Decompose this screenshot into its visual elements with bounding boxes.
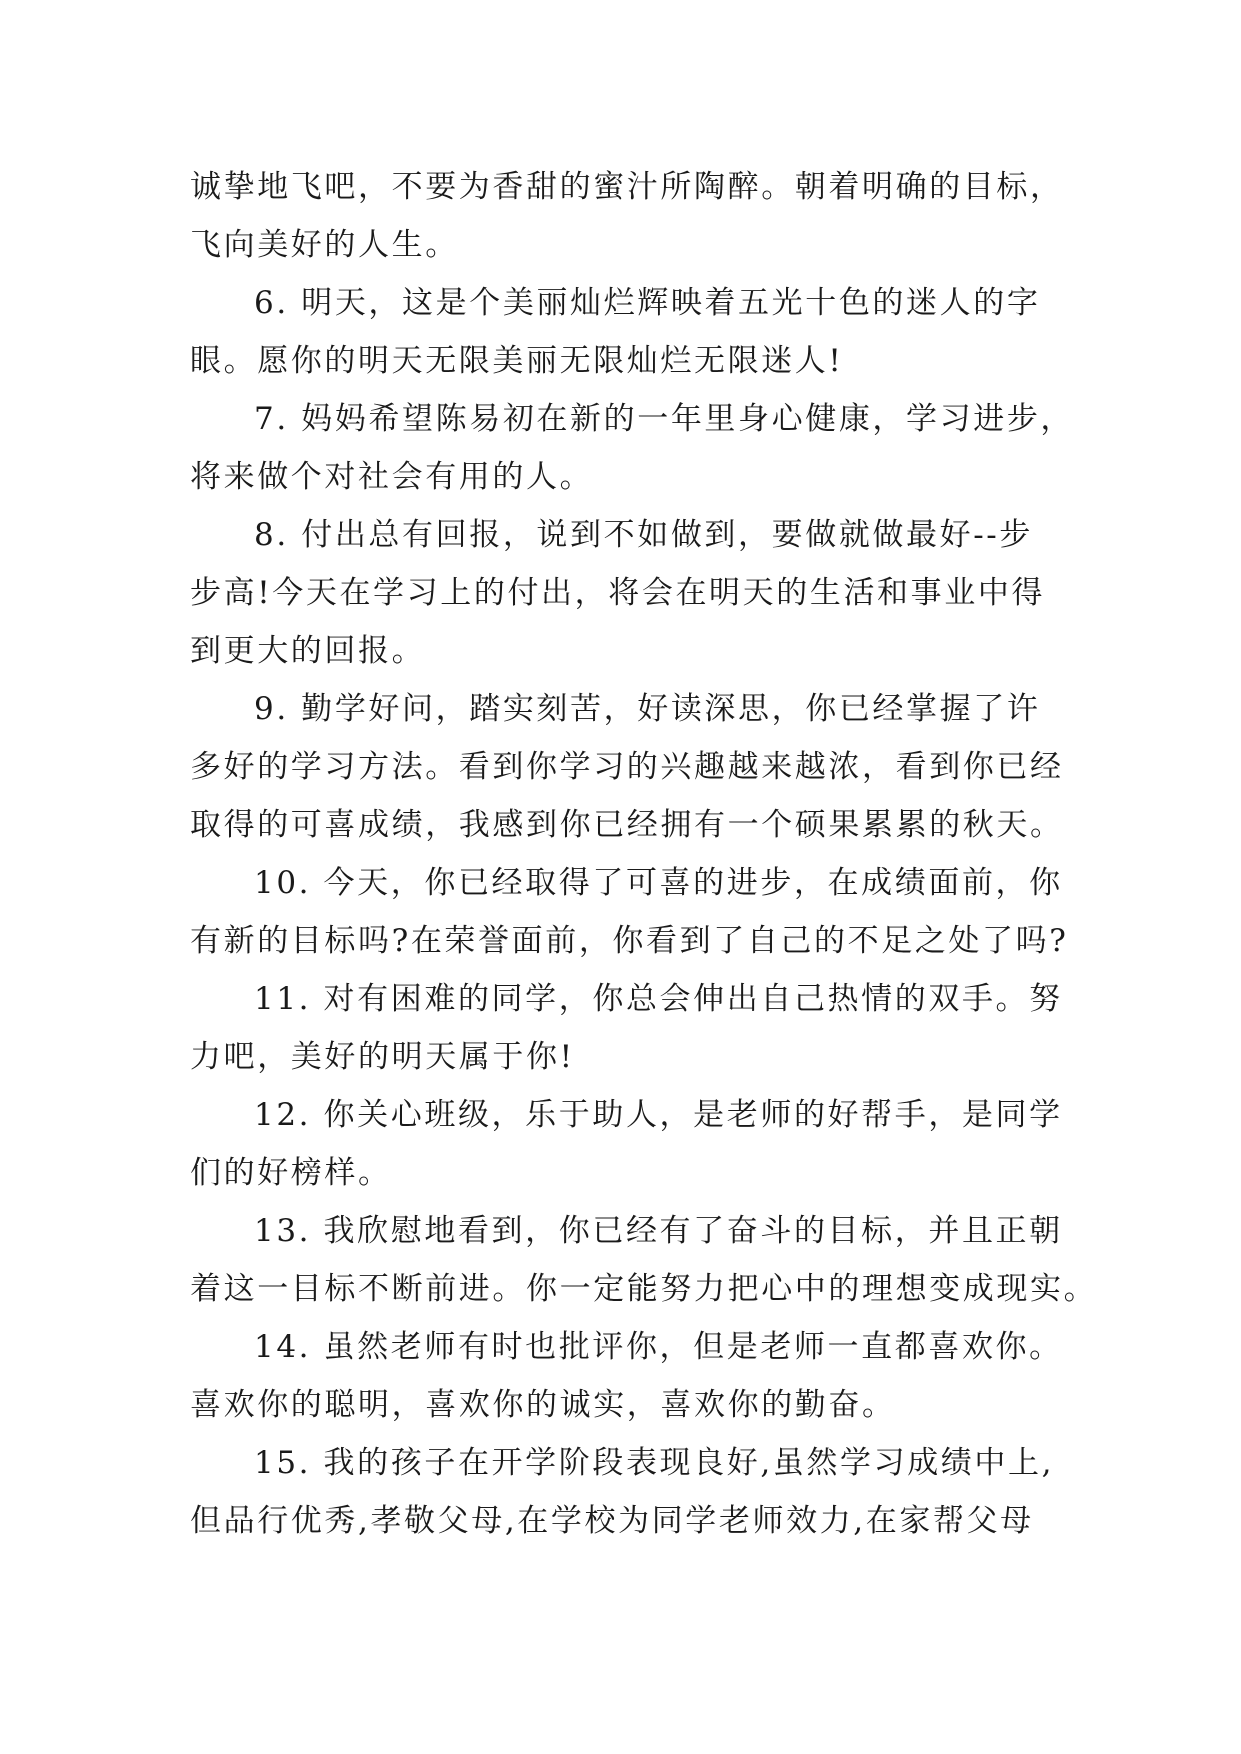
paragraph-item-15: [190, 1434, 1060, 1550]
document-page: [190, 158, 1098, 1550]
text-line: 8. 付出总有回报，说到不如做到，要做就做最好--步: [254, 517, 1033, 553]
text-line: 但品行优秀,孝敬父母,在学校为同学老师效力,在家帮父母: [190, 1503, 1034, 1539]
text-line: 9. 勤学好问，踏实刻苦，好读深思，你已经掌握了许: [254, 691, 1041, 727]
text-line: 12. 你关心班级，乐于助人，是老师的好帮手，是同学: [254, 1097, 1063, 1133]
text-line: 13. 我欣慰地看到，你已经有了奋斗的目标，并且正朝: [254, 1213, 1063, 1249]
text-line: 15. 我的孩子在开学阶段表现良好,虽然学习成绩中上,: [254, 1445, 1055, 1481]
paragraph-item-6: [190, 274, 1060, 390]
paragraph-item-8: [190, 506, 1060, 680]
text-line: 14. 虽然老师有时也批评你，但是老师一直都喜欢你。: [254, 1329, 1063, 1365]
text-line: 到更大的回报。: [190, 633, 426, 669]
text-line: 7. 妈妈希望陈易初在新的一年里身心健康，学习进步，: [254, 401, 1075, 437]
paragraph-item-11: [190, 970, 1063, 1086]
text-line: 10. 今天，你已经取得了可喜的进步，在成绩面前，你: [254, 865, 1063, 901]
text-line: 将来做个对社会有用的人。: [190, 459, 594, 495]
text-line: 着这一目标不断前进。你一定能努力把心中的理想变成现实。: [190, 1271, 1098, 1307]
text-line: 步高!今天在学习上的付出，将会在明天的生活和事业中得: [190, 575, 1046, 611]
text-line: 有新的目标吗?在荣誉面前，你看到了自己的不足之处了吗?: [190, 923, 1069, 959]
text-line: 飞向美好的人生。: [190, 227, 459, 263]
paragraph-item-10: [190, 854, 1069, 970]
paragraph-item-9: [190, 680, 1064, 854]
text-line: 眼。愿你的明天无限美丽无限灿烂无限迷人!: [190, 343, 844, 379]
paragraph-continued: [190, 158, 1064, 274]
text-line: 们的好榜样。: [190, 1155, 392, 1191]
paragraph-item-12: [190, 1086, 1063, 1202]
text-line: 取得的可喜成绩，我感到你已经拥有一个硕果累累的秋天。: [190, 807, 1064, 843]
text-line: 力吧，美好的明天属于你!: [190, 1039, 575, 1075]
text-line: 诚挚地飞吧，不要为香甜的蜜汁所陶醉。朝着明确的目标，: [190, 169, 1064, 205]
text-line: 喜欢你的聪明，喜欢你的诚实，喜欢你的勤奋。: [190, 1387, 896, 1423]
text-line: 6. 明天，这是个美丽灿烂辉映着五光十色的迷人的字: [254, 285, 1041, 321]
paragraph-item-14: [190, 1318, 1063, 1434]
text-line: 11. 对有困难的同学，你总会伸出自己热情的双手。努: [254, 981, 1063, 1017]
text-line: 多好的学习方法。看到你学习的兴趣越来越浓，看到你已经: [190, 749, 1064, 785]
paragraph-item-7: [190, 390, 1075, 506]
paragraph-item-13: [190, 1202, 1098, 1318]
